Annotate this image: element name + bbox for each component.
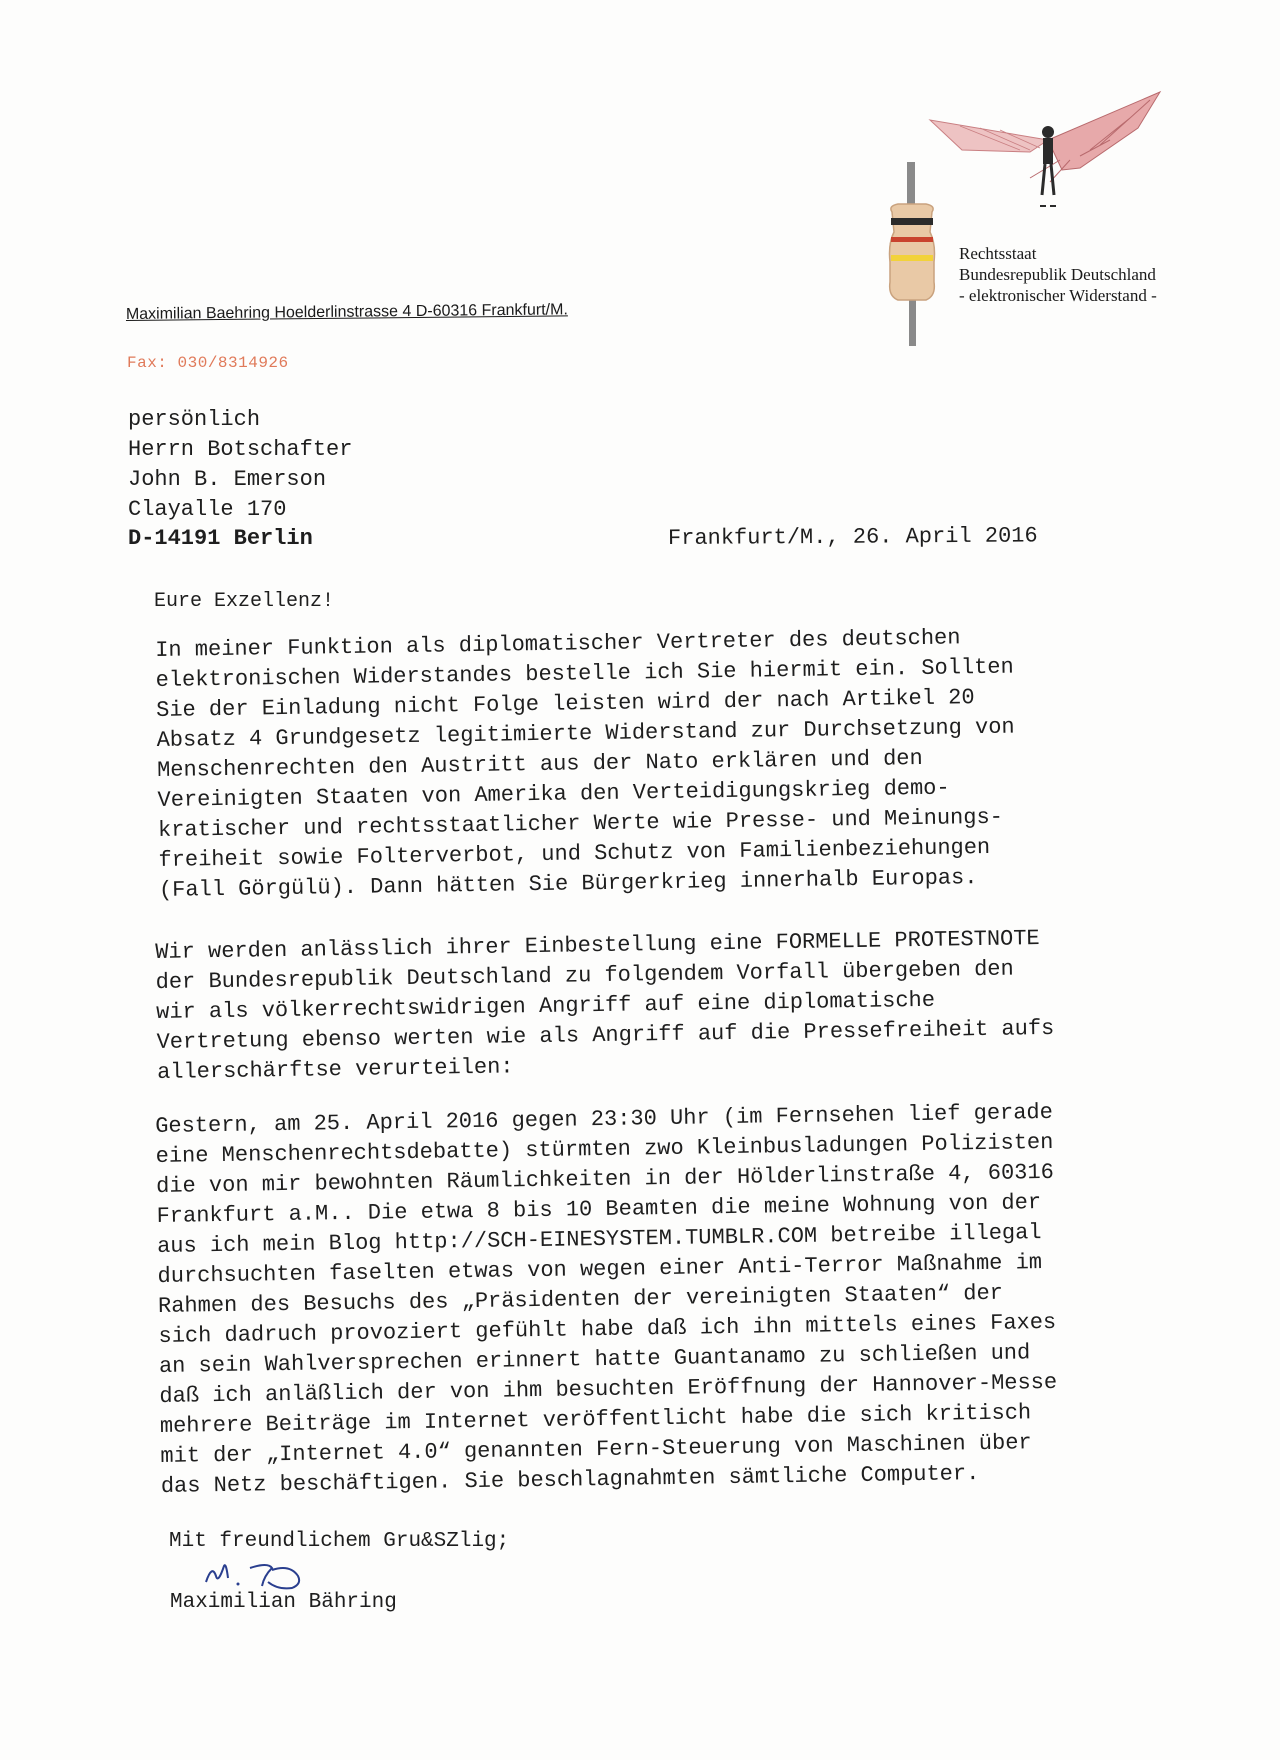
org-line-3: - elektronischer Widerstand - bbox=[959, 286, 1157, 305]
p3-line: Gestern, am 25. April 2016 gegen 23:30 Uhr (im Fernsehen lief gerade bbox=[155, 1099, 1054, 1139]
p2-line: allerschärftse verurteilen: bbox=[156, 1054, 514, 1085]
paragraph-2 bbox=[155, 923, 1117, 1088]
resistor-body bbox=[890, 204, 935, 300]
recipient-line-4: Clayalle 170 bbox=[128, 497, 287, 522]
resistor-lead-bottom bbox=[909, 290, 916, 346]
recipient-line-2: Herrn Botschafter bbox=[128, 437, 353, 462]
fax-number: Fax: 030/8314926 bbox=[127, 354, 289, 372]
p1-line: (Fall Görgülü). Dann hätten Sie Bürgerkrieg innerhalb Europas. bbox=[158, 865, 978, 903]
p3-line: sich dadruch provoziert gefühlt habe daß ich ihn mittels eines Faxes bbox=[158, 1309, 1057, 1349]
letter-date: Frankfurt/M., 26. April 2016 bbox=[667, 523, 1038, 551]
signer-name: Maximilian Bähring bbox=[170, 1591, 397, 1614]
paragraph-1 bbox=[155, 621, 1119, 906]
resistor-lead-top bbox=[907, 162, 915, 212]
org-line-1: Rechtsstaat bbox=[959, 244, 1037, 263]
p2-line: der Bundesrepublik Deutschland zu folgendem Vorfall übergeben den bbox=[155, 956, 1014, 995]
p3-line: durchsuchten faselten etwas von wegen einer Anti-Terror Maßnahme im bbox=[157, 1250, 1043, 1289]
p1-line: kratischer und rechtsstaatlicher Werte wie Presse- und Meinungs- bbox=[157, 804, 1004, 843]
p1-line: elektronischen Widerstandes bestelle ich Sie hiermit ein. Sollten bbox=[155, 654, 1014, 693]
recipient-city: D-14191 Berlin bbox=[128, 526, 313, 551]
p2-line: Wir werden anlässlich ihrer Einbestellung eine FORMELLE PROTESTNOTE bbox=[155, 926, 1040, 965]
org-line-2: Bundesrepublik Deutschland bbox=[959, 265, 1156, 284]
p3-line: mit der „Internet 4.0“ genannten Fern-Steuerung von Maschinen über bbox=[160, 1430, 1032, 1469]
recipient-line-1: persönlich bbox=[128, 407, 261, 432]
glider-icon bbox=[930, 92, 1160, 206]
p2-line: Vertretung ebenso werten wie als Angriff auf die Pressefreiheit aufs bbox=[156, 1015, 1055, 1055]
closing-formula: Mit freundlichem Gru&SZlig; bbox=[169, 1530, 510, 1553]
p3-line: die von mir bewohnten Räumlichkeiten in der Hölderlinstraße 4, 60316 bbox=[155, 1159, 1055, 1199]
sender-address: Maximilian Baehring Hoelderlinstrasse 4 D-60316 Frankfurt/M. bbox=[125, 301, 568, 324]
salutation: Eure Exzellenz! bbox=[154, 590, 335, 613]
organisation-block bbox=[959, 243, 1157, 306]
paragraph-3 bbox=[155, 1097, 1121, 1502]
resistor-band-black bbox=[891, 218, 933, 225]
p3-line: das Netz beschäftigen. Sie beschlagnahmten sämtliche Computer. bbox=[160, 1461, 980, 1499]
p1-line: Menschenrechten den Austritt aus der Nato erklären und den bbox=[156, 745, 923, 783]
p1-line: freiheit sowie Folterverbot, und Schutz von Familienbeziehungen bbox=[158, 834, 991, 873]
resistor-band-yellow bbox=[891, 255, 933, 261]
p3-line: Rahmen des Besuchs des „Präsidenten der vereinigten Staaten“ der bbox=[157, 1280, 1004, 1319]
p1-line: Absatz 4 Grundgesetz legitimierte Widerstand zur Durchsetzung von bbox=[156, 714, 1015, 753]
p3-line: daß ich anläßlich der von ihm besuchten Eröffnung der Hannover-Messe bbox=[159, 1369, 1058, 1409]
p2-line: wir als völkerrechtswidrigen Angriff auf eine diplomatische bbox=[155, 987, 936, 1025]
recipient-line-3: John B. Emerson bbox=[128, 467, 327, 492]
p3-line: an sein Wahlversprechen erinnert hatte Guantanamo zu schließen und bbox=[158, 1340, 1031, 1379]
p1-line: Vereinigten Staaten von Amerika den Verteidigungskrieg demo- bbox=[157, 775, 950, 813]
p1-line: In meiner Funktion als diplomatischer Vertreter des deutschen bbox=[155, 625, 961, 663]
p1-line: Sie der Einladung nicht Folge leisten wird der nach Artikel 20 bbox=[155, 685, 975, 723]
resistor-band-red bbox=[891, 237, 933, 242]
p3-line: aus ich mein Blog http://SCH-EINESYSTEM.TUMBLR.COM betreibe illegal bbox=[156, 1220, 1042, 1259]
p3-line: eine Menschenrechtsdebatte) stürmten zwo Kleinbusladungen Polizisten bbox=[155, 1129, 1054, 1169]
p3-line: mehrere Beiträge im Internet veröffentlicht habe die sich kritisch bbox=[159, 1400, 1032, 1439]
handwritten-signature-icon bbox=[198, 1554, 348, 1594]
p3-line: Frankfurt a.M.. Die etwa 8 bis 10 Beamten die meine Wohnung von der bbox=[156, 1190, 1042, 1229]
